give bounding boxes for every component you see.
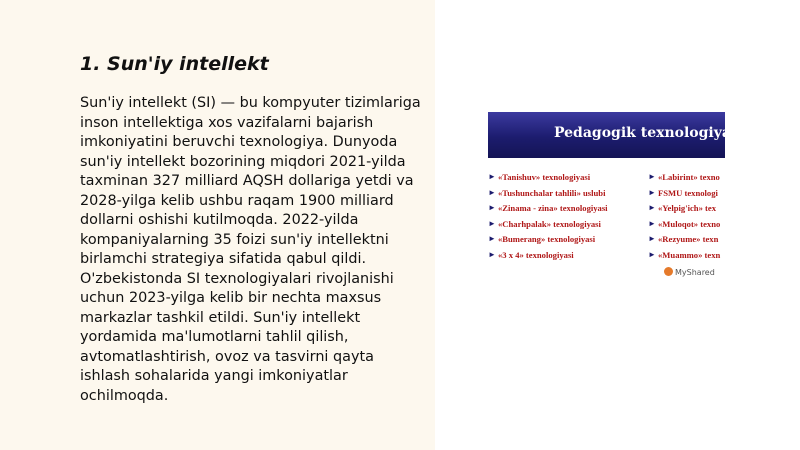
bullet-arrow-icon: ► bbox=[648, 172, 656, 181]
slide-list-item: ► «3 x 4» texnologiyasi bbox=[488, 249, 574, 260]
bullet-arrow-icon: ► bbox=[488, 203, 496, 212]
slide-list-item: ► «Rezyume» texn bbox=[648, 234, 719, 244]
bullet-arrow-icon: ► bbox=[488, 172, 496, 181]
section-body: Sun'iy intellekt (SI) — bu kompyuter tizimlariga inson intellektiga xos vazifalarni bajarish imkoniyatini beruvchi texnologiya. Dunyoda sun'iy intellekt bozorining miqdori 2021-yilda taxminan 327 milliard AQSH dollariga yetdi va 2028-yilga kelib ushbu raqam 1900 milliard dollarni oshishi kutilmoqda. 2022-yilda kompaniyalarning 35 foizi sun'iy intellektni birlamchi strategiya sifatida qabul qildi. O'zbekistonda SI texnologiyalari rivojlanishi uchun 2023-yilga kelib bir nechta maxsus markazlar tashkil etildi. Sun'iy intellekt yordamida ma'lumotlarni tahlil qilish, avtomatlashtirish, ovoz va tasvirni qayta ishlash sohalarida yangi imkoniyatlar ochilmoqda. bbox=[80, 95, 421, 404]
bullet-arrow-icon: ► bbox=[648, 249, 656, 259]
slide-list-item: ► «Labirint» texno bbox=[648, 172, 720, 182]
watermark bbox=[664, 267, 715, 277]
slide-image bbox=[488, 112, 746, 282]
bullet-arrow-icon: ► bbox=[648, 218, 656, 228]
slide-list-item: ► «Muammo» texn bbox=[648, 249, 721, 260]
slide-list-item: ► «Tanishuv» texnologiyasi bbox=[488, 172, 591, 182]
slide-list-item: ► «Yelpig'ich» tex bbox=[648, 203, 717, 213]
section-title: 1. Sun'iy intellekt bbox=[80, 53, 269, 75]
slide-list-item: ► «Zinama - zina» texnologiyasi bbox=[488, 203, 608, 213]
bullet-arrow-icon: ► bbox=[488, 249, 496, 259]
slide-list-item: ► «Tushunchalar tahlili» uslubi bbox=[488, 187, 606, 198]
slide-list-item: ► «Muloqot» texno bbox=[648, 218, 721, 229]
slide-list-item: ► «Charhpalak» texnologiyasi bbox=[488, 218, 601, 229]
bullet-arrow-icon: ► bbox=[488, 234, 496, 243]
bullet-arrow-icon: ► bbox=[488, 218, 496, 228]
bullet-arrow-icon: ► bbox=[648, 187, 656, 197]
slide-banner bbox=[488, 112, 746, 158]
bullet-arrow-icon: ► bbox=[648, 203, 656, 212]
slide-list-right bbox=[648, 172, 720, 265]
myshared-logo-icon bbox=[664, 267, 673, 276]
slide-heading: Pedagogik texnologiyala bbox=[554, 125, 746, 141]
bullet-arrow-icon: ► bbox=[648, 234, 656, 243]
slide-list-item: ► FSMU texnologi bbox=[648, 187, 718, 198]
bullet-arrow-icon: ► bbox=[488, 187, 496, 197]
watermark-text: MyShared bbox=[675, 268, 715, 277]
slide-list-item: ► «Bumerang» texnologiyasi bbox=[488, 234, 596, 244]
slide-list-left bbox=[488, 172, 608, 265]
